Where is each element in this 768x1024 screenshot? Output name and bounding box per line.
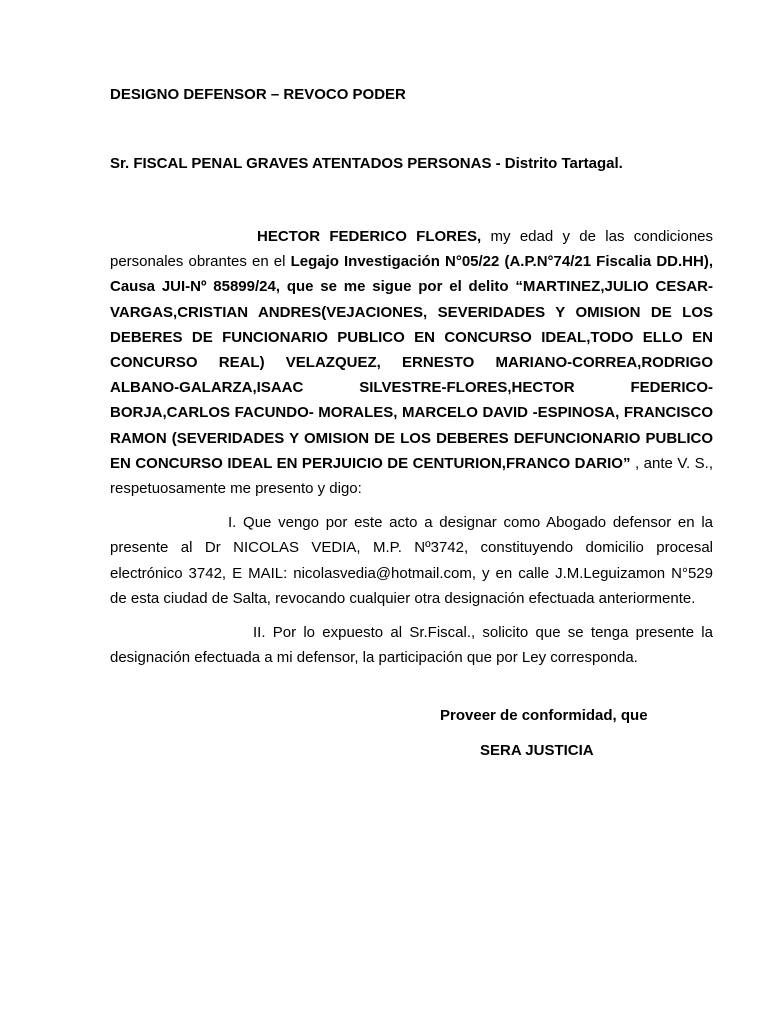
closing-formula: Proveer de conformidad, que	[440, 707, 648, 724]
paragraph-presentation	[110, 224, 713, 501]
sera-justicia: SERA JUSTICIA	[480, 742, 594, 759]
paragraph-request: II. Por lo expuesto al Sr.Fiscal., solicito que se tenga presente la designación efectuada a mi defensor, la participación que por Ley corresponda.	[110, 624, 713, 667]
addressee-line: Sr. FISCAL PENAL GRAVES ATENTADOS PERSONAS - Distrito Tartagal.	[110, 155, 623, 172]
presentation-text: my edad y de las condiciones personales obrantes en el	[110, 228, 714, 271]
document-title: DESIGNO DEFENSOR – REVOCO PODER	[110, 86, 406, 103]
paragraph-designation: I. Que vengo por este acto a designar como Abogado defensor en la presente al Dr NICOLAS VEDIA, M.P. Nº3742, constituyendo domicilio procesal electrónico 3742, E MAIL: nicolasvedia@hotmail.com, y en calle J.M.Leguizamon N°529 de esta ciudad de Salta, revocando cualquier otra designación efectuada anteriormente.	[110, 514, 713, 607]
case-reference: Legajo Investigación N°05/22 (A.P.N°74/21 Fiscalia DD.HH), Causa JUI-Nº 85899/24, que se me sigue por el delito “MARTINEZ,JULIO CESAR-VARGAS,CRISTIAN ANDRES(VEJACIONES, SEVERIDADES Y OMISION DE LOS DEBERES DE FUNCIONARIO PUBLICO EN CONCURSO IDEAL,TODO ELLO EN CONCURSO REAL) VELAZQUEZ, ERNESTO MARIANO-CORREA,RODRIGO ALBANO-GALARZA,ISAAC SILVESTRE-FLORES,HECTOR FEDERICO-BORJA,CARLOS FACUNDO- MORALES, MARCELO DAVID -ESPINOSA, FRANCISCO RAMON (SEVERIDADES Y OMISION DE LOS DEBERES DEFUNCIONARIO PUBLICO EN CONCURSO IDEAL EN PERJUICIO DE CENTURION,FRANCO DARIO”	[110, 253, 713, 472]
presentation-closing-text: , ante V. S., respetuosamente me presento y digo:	[110, 454, 714, 498]
petitioner-name: HECTOR FEDERICO FLORES,	[257, 228, 482, 245]
document-body	[110, 224, 713, 670]
